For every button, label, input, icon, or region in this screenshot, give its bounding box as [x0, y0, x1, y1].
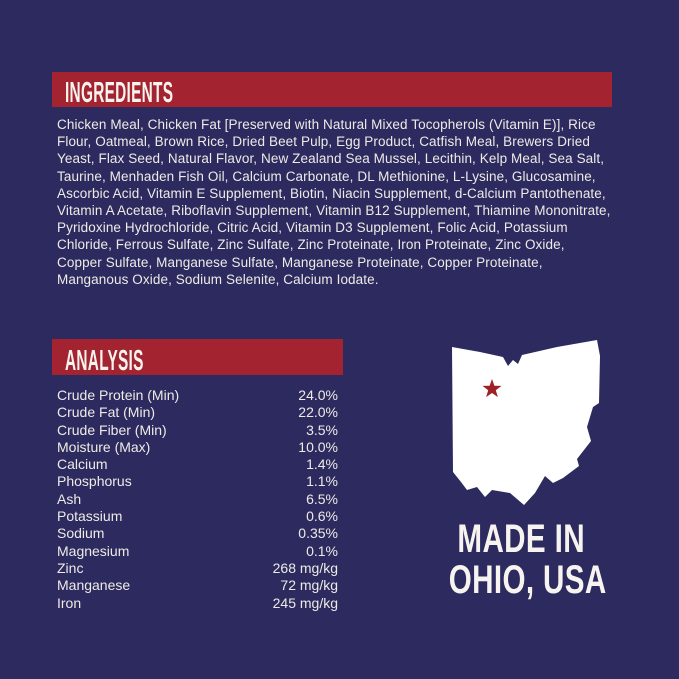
nutrient-label: Manganese [57, 577, 131, 594]
analysis-row [57, 404, 338, 421]
nutrient-value: 268 mg/kg [272, 559, 338, 576]
analysis-row [57, 595, 338, 612]
nutrient-label: Calcium [57, 456, 108, 473]
analysis-row [57, 560, 338, 577]
analysis-row [57, 456, 338, 473]
analysis-row [57, 491, 338, 508]
analysis-row [57, 525, 338, 542]
ingredients-text: Chicken Meal, Chicken Fat [Preserved with Natural Mixed Tocopherols (Vitamin E)], Rice Flour, Oatmeal, Brown Rice, Dried Beet Pulp, Egg Product, Catfish Meal, Brewers Dried Yeast, Flax Seed, Natural Flavor, New Zealand Sea Mussel, Lecithin, Kelp Meal, Sea Salt, Taurine, Menhaden Fish Oil, Calcium Carbonate, DL Methionine, L-Lysine, Glucosamine, Ascorbic Acid, Vitamin E Supplement, Biotin, Niacin Supplement, d-Calcium Pantothenate, Vitamin A Acetate, Riboflavin Supplement, Vitamin B12 Supplement, Thiamine Mononitrate, Pyridoxine Hydrochloride, Citric Acid, Vitamin D3 Supplement, Folic Acid, Potassium Chloride, Ferrous Sulfate, Zinc Sulfate, Zinc Proteinate, Iron Proteinate, Zinc Oxide, Copper Sulfate, Manganese Sulfate, Manganese Proteinate, Copper Proteinate, Manganous Oxide, Sodium Selenite, Calcium Iodate. [57, 117, 611, 287]
nutrient-label: Moisture (Max) [57, 438, 151, 455]
ohio-map [452, 340, 600, 505]
analysis-table [57, 387, 338, 612]
nutrient-value: 10.0% [298, 438, 338, 455]
ingredients-header: INGREDIENTS [65, 76, 174, 109]
nutrient-value: 0.1% [306, 542, 338, 559]
analysis-row [57, 439, 338, 456]
nutrient-label: Ash [57, 490, 82, 507]
nutrient-value: 1.4% [306, 456, 338, 473]
ingredients-header-banner [52, 72, 612, 107]
nutrient-label: Zinc [57, 559, 84, 576]
nutrient-value: 72 mg/kg [280, 577, 338, 594]
nutrient-value: 22.0% [298, 404, 338, 421]
analysis-row [57, 422, 338, 439]
analysis-header: ANALYSIS [65, 344, 144, 376]
nutrient-label: Crude Fiber (Min) [57, 421, 167, 438]
nutrient-label: Sodium [57, 525, 105, 542]
nutrient-value: 1.1% [306, 473, 338, 490]
nutrient-label: Phosphorus [57, 473, 132, 490]
analysis-row [57, 387, 338, 404]
ohio-state-shape [452, 340, 600, 505]
nutrient-value: 0.35% [298, 525, 338, 542]
made-in-line1: MADE IN [457, 517, 585, 561]
made-in-text [421, 519, 621, 601]
nutrient-label: Crude Fat (Min) [57, 404, 156, 421]
nutrient-label: Potassium [57, 508, 123, 525]
nutrient-value: 0.6% [306, 508, 338, 525]
nutrient-value: 24.0% [298, 387, 338, 403]
analysis-row [57, 577, 338, 594]
nutrient-value: 245 mg/kg [272, 594, 338, 611]
nutrient-label: Magnesium [57, 542, 130, 559]
nutrient-label: Crude Protein (Min) [57, 387, 180, 403]
analysis-row [57, 508, 338, 525]
analysis-header-banner [52, 339, 343, 375]
nutrient-label: Iron [57, 594, 82, 611]
made-in-line2: OHIO, USA [448, 558, 607, 602]
nutrient-value: 3.5% [306, 421, 338, 438]
nutrient-value: 6.5% [306, 490, 338, 507]
analysis-row [57, 473, 338, 490]
analysis-row [57, 543, 338, 560]
